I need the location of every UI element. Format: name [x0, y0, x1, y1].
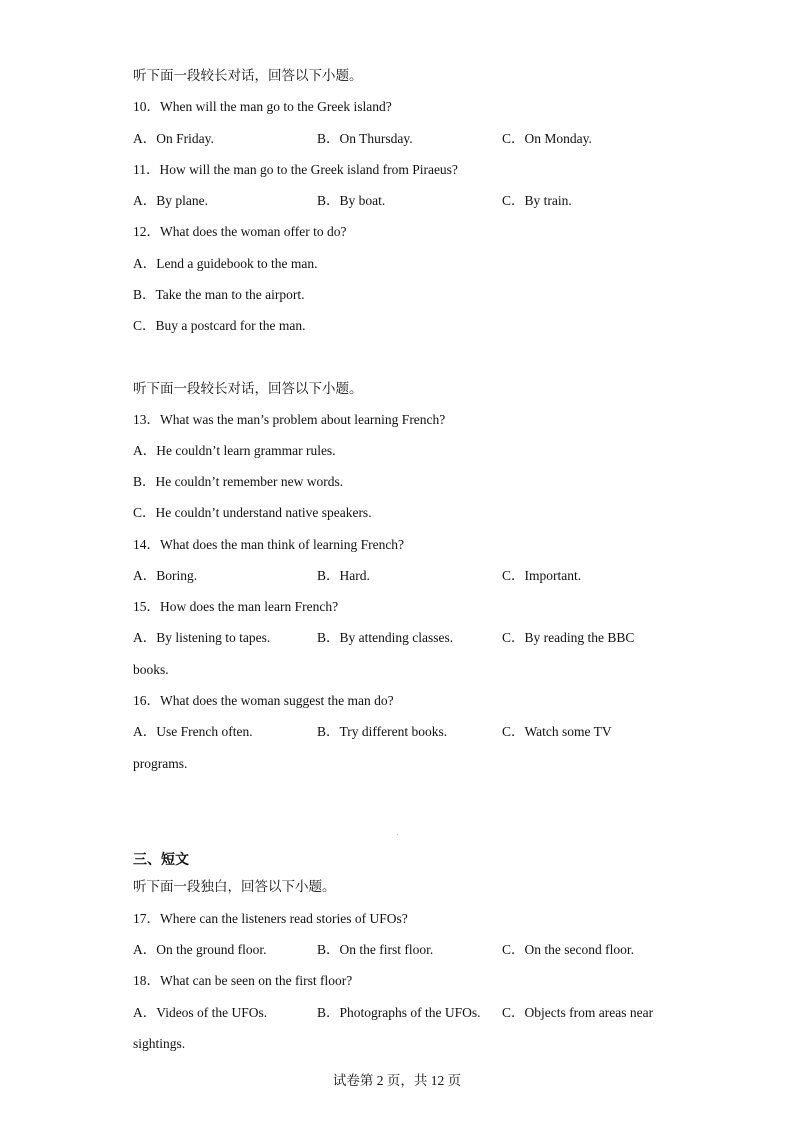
q12-option-a: A．Lend a guidebook to the man. [133, 256, 318, 271]
question-10: 10．When will the man go to the Greek island? [133, 99, 392, 114]
q14-option-a: A．Boring. [133, 568, 198, 583]
q15-option-c-continuation: books. [133, 662, 169, 677]
question-13: 13．What was the man’s problem about learning French? [133, 412, 446, 427]
q10-option-c: C．On Monday. [502, 131, 592, 146]
q18-option-c-continuation: sightings. [133, 1036, 186, 1051]
q11-option-a: A．By plane. [133, 193, 208, 208]
q16-option-c-continuation: programs. [133, 756, 188, 771]
question-17: 17．Where can the listeners read stories of UFOs? [133, 911, 408, 926]
q13-option-a: A．He couldn’t learn grammar rules. [133, 443, 336, 458]
q18-option-c: C．Objects from areas near [502, 1005, 654, 1020]
q11-option-c: C．By train. [502, 193, 572, 208]
q15-option-a: A．By listening to tapes. [133, 630, 271, 645]
q17-option-b: B．On the first floor. [317, 942, 434, 957]
q12-option-c: C．Buy a postcard for the man. [133, 318, 306, 333]
question-11: 11．How will the man go to the Greek island from Piraeus? [133, 162, 458, 177]
question-12: 12．What does the woman offer to do? [133, 224, 347, 239]
q14-option-c: C．Important. [502, 568, 582, 583]
q10-option-b: B．On Thursday. [317, 131, 413, 146]
q13-option-c: C．He couldn’t understand native speakers. [133, 505, 372, 520]
q17-option-a: A．On the ground floor. [133, 942, 267, 957]
section-intro: 听下面一段独白，回答以下小题。 [133, 879, 336, 894]
q16-option-c: C．Watch some TV [502, 724, 612, 739]
q16-option-b: B．Try different books. [317, 724, 448, 739]
scan-speck [397, 834, 398, 835]
question-14: 14．What does the man think of learning French? [133, 537, 405, 552]
q15-option-b: B．By attending classes. [317, 630, 454, 645]
page-footer: 试卷第 2 页，共 12 页 [332, 1073, 462, 1088]
q13-option-b: B．He couldn’t remember new words. [133, 474, 344, 489]
question-18: 18．What can be seen on the first floor? [133, 973, 353, 988]
question-15: 15．How does the man learn French? [133, 599, 339, 614]
question-16: 16．What does the woman suggest the man do? [133, 693, 394, 708]
section-intro: 听下面一段较长对话，回答以下小题。 [133, 381, 363, 396]
q11-option-b: B．By boat. [317, 193, 386, 208]
q18-option-b: B．Photographs of the UFOs. [317, 1005, 481, 1020]
section-intro: 听下面一段较长对话，回答以下小题。 [133, 68, 363, 83]
q16-option-a: A．Use French often. [133, 724, 253, 739]
q15-option-c: C．By reading the BBC [502, 630, 635, 645]
q14-option-b: B．Hard. [317, 568, 370, 583]
q12-option-b: B．Take the man to the airport. [133, 287, 305, 302]
q18-option-a: A．Videos of the UFOs. [133, 1005, 268, 1020]
q10-option-a: A．On Friday. [133, 131, 214, 146]
section-title: 三、短文 [133, 853, 189, 868]
q17-option-c: C．On the second floor. [502, 942, 634, 957]
